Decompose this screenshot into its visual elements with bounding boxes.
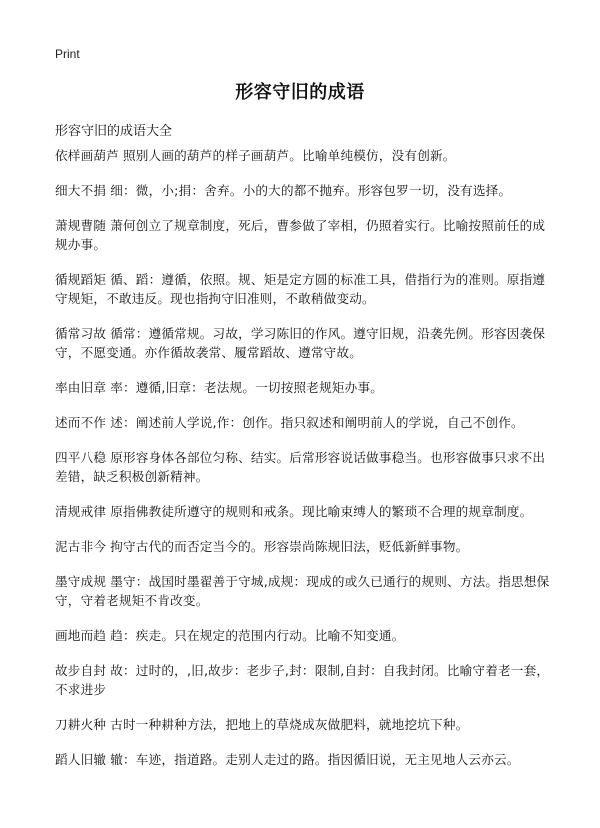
- idiom-definition: 辙：车迹，指道路。走别人走过的路。指因循旧说，无主见地人云亦云。: [110, 752, 520, 767]
- page-subtitle: 形容守旧的成语大全: [55, 124, 173, 139]
- idiom-definition: 故：过时的，,旧,故步：老步子,封：限制,自封：自我封闭。比喻守着老一套，不求进步: [55, 663, 550, 697]
- idiom-term: 墨守成规: [55, 574, 107, 589]
- idiom-term: 细大不捐: [55, 183, 107, 198]
- idiom-definition: 细：微，小;捐：舍弃。小的大的都不抛弃。形容包罗一切，没有选择。: [110, 183, 512, 198]
- idiom-term: 蹈人旧辙: [55, 752, 107, 767]
- idiom-term: 率由旧章: [55, 380, 107, 395]
- idiom-term: 依样画葫芦: [55, 148, 119, 163]
- idiom-definition: 古时一种耕种方法，把地上的草烧成灰做肥料，就地挖坑下种。: [110, 717, 469, 732]
- idiom-term: 述而不作: [55, 415, 107, 430]
- idiom-term: 清规戒律: [55, 504, 107, 519]
- page-title: 形容守旧的成语: [235, 82, 365, 103]
- idiom-entry: [55, 750, 555, 769]
- idiom-term: 四平八稳: [55, 450, 107, 465]
- idiom-entry: [55, 216, 555, 254]
- idiom-definition: 述：阐述前人学说,作：创作。指只叙述和阐明前人的学说，自己不创作。: [110, 415, 524, 430]
- idiom-definition: 墨守：战国时墨翟善于守城,成规：现成的或久已通行的规则、方法。指思想保守，守着老规矩不肯改变。: [55, 574, 550, 608]
- idiom-entry: [55, 715, 555, 734]
- idiom-definition: 循常：遵循常规。习故，学习陈旧的作风。遵守旧规，沿袭先例。形容因袭保守，不愿变通。亦作循故袭常、履常蹈故、遵常守故。: [55, 326, 546, 360]
- idiom-entry: [55, 572, 555, 610]
- idiom-term: 循常习故: [55, 326, 107, 341]
- idiom-entry: [55, 626, 555, 645]
- idiom-entry: [55, 448, 555, 486]
- idiom-term: 画地而趋: [55, 628, 107, 643]
- idiom-definition: 拘守古代的而否定当今的。形容崇尚陈规旧法，贬低新鲜事物。: [110, 539, 469, 554]
- idiom-definition: 循、蹈：遵循，依照。规、矩是定方圆的标准工具，借指行为的准则。原指遵守规矩，不敢违反。现也指拘守旧准则，不敢稍做变动。: [55, 272, 546, 306]
- idiom-term: 循规蹈矩: [55, 272, 107, 287]
- idiom-entry: [55, 502, 555, 521]
- idiom-entry: [55, 537, 555, 556]
- idiom-entry: [55, 146, 555, 165]
- idiom-entry: [55, 378, 555, 397]
- idiom-definition: 率：遵循,旧章：老法规。一切按照老规矩办事。: [110, 380, 384, 395]
- idiom-entry: [55, 181, 555, 200]
- idiom-term: 刀耕火种: [55, 717, 107, 732]
- idiom-definition: 趋：疾走。只在规定的范围内行动。比喻不知变通。: [110, 628, 405, 643]
- idiom-term: 故步自封: [55, 663, 107, 678]
- idiom-definition: 原指佛教徒所遵守的规则和戒条。现比喻束缚人的繁琐不合理的规章制度。: [110, 504, 533, 519]
- idiom-entry: [55, 413, 555, 432]
- idiom-entry: [55, 270, 555, 308]
- idiom-definition: 照别人画的葫芦的样子画葫芦。比喻单纯模仿，没有创新。: [122, 148, 456, 163]
- idiom-term: 萧规曹随: [55, 218, 107, 233]
- idiom-entry: [55, 324, 555, 362]
- idiom-definition: 原形容身体各部位匀称、结实。后常形容说话做事稳当。也形容做事只求不出差错，缺乏积极创新精神。: [55, 450, 546, 484]
- idiom-entry: [55, 661, 555, 699]
- idiom-term: 泥古非今: [55, 539, 107, 554]
- idiom-definition: 萧何创立了规章制度，死后，曹参做了宰相，仍照着实行。比喻按照前任的成规办事。: [55, 218, 546, 252]
- print-link[interactable]: Print: [55, 47, 80, 61]
- idiom-list: [55, 146, 555, 785]
